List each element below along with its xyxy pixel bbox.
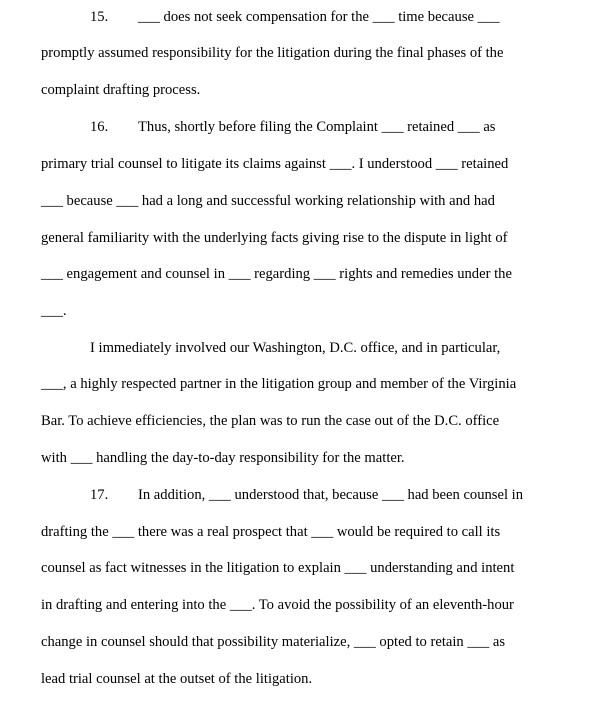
- paragraph-number: 15.: [90, 9, 109, 25]
- paragraph-unnumbered-line-3: Bar. To achieve efficiencies, the plan was to run the case out of the D.C. office: [41, 413, 500, 429]
- paragraph-15-line-2: promptly assumed responsibility for the litigation during the final phases of the: [41, 45, 504, 61]
- paragraph-17-line-1: [90, 486, 523, 504]
- paragraph-17-line-3: counsel as fact witnesses in the litigation to explain ___ understanding and intent: [41, 560, 515, 576]
- paragraph-17-line-5: change in counsel should that possibility materialize, ___ opted to retain ___ as: [41, 634, 506, 650]
- paragraph-17-line-6: lead trial counsel at the outset of the litigation.: [41, 671, 313, 687]
- paragraph-text: ___ does not seek compensation for the ___ time because ___: [138, 9, 500, 25]
- paragraph-unnumbered-line-4: with ___ handling the day-to-day responsibility for the matter.: [41, 450, 405, 466]
- paragraph-15-line-1: [90, 8, 500, 26]
- paragraph-17-line-4: in drafting and entering into the ___. To avoid the possibility of an eleventh-hour: [41, 597, 514, 613]
- paragraph-number: 17.: [90, 487, 109, 503]
- paragraph-16-line-1: [90, 118, 495, 136]
- paragraph-15-line-3: complaint drafting process.: [41, 82, 201, 98]
- paragraph-text: In addition, ___ understood that, because ___ had been counsel in: [138, 487, 524, 503]
- paragraph-number: 16.: [90, 119, 109, 135]
- paragraph-16-line-3: ___ because ___ had a long and successful working relationship with and had: [41, 193, 495, 209]
- paragraph-unnumbered-line-1: I immediately involved our Washington, D.C. office, and in particular,: [90, 340, 501, 356]
- paragraph-16-line-4: general familiarity with the underlying facts giving rise to the dispute in light of: [41, 230, 508, 246]
- paragraph-16-line-2: primary trial counsel to litigate its claims against ___. I understood ___ retained: [41, 156, 509, 172]
- paragraph-unnumbered-line-2: ___, a highly respected partner in the litigation group and member of the Virginia: [41, 376, 517, 392]
- paragraph-text: Thus, shortly before filing the Complaint ___ retained ___ as: [138, 119, 496, 135]
- paragraph-16-line-6: ___.: [41, 303, 67, 319]
- paragraph-17-line-2: drafting the ___ there was a real prospect that ___ would be required to call its: [41, 524, 501, 540]
- paragraph-16-line-5: ___ engagement and counsel in ___ regarding ___ rights and remedies under the: [41, 266, 512, 282]
